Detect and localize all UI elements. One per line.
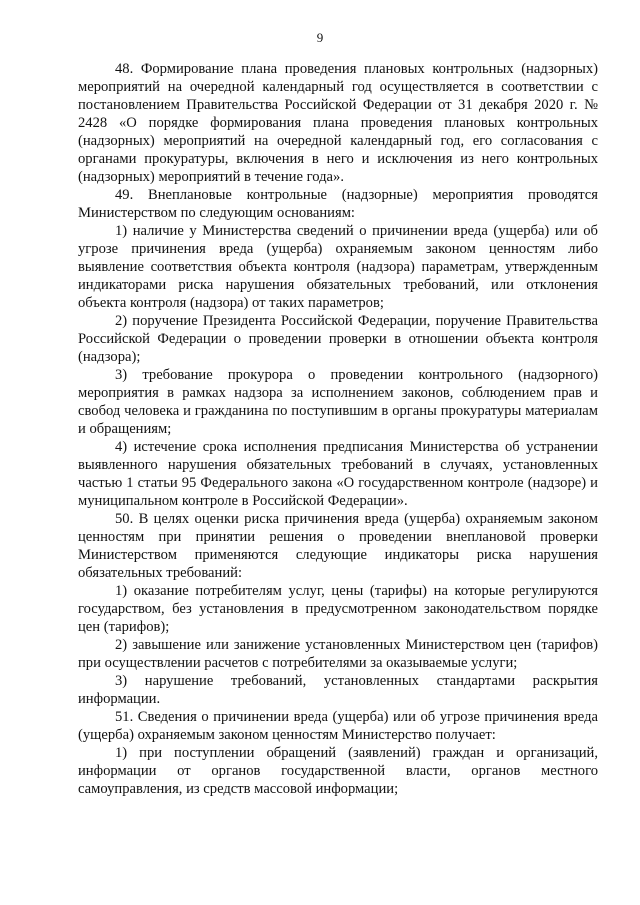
paragraph-51-item-1: 1) при поступлении обращений (заявлений) граждан и организаций, информации от органов государственной власти, органов местного самоуправления, из средств массовой информации; (78, 745, 598, 797)
paragraph-49-item-1: 1) наличие у Министерства сведений о причинении вреда (ущерба) или об угрозе причинения вреда (ущерба) охраняемым законом ценностям либо выявление соответствия объекта контроля (надзора) параметрам, утвержденным индикаторами риска нарушения обязательных требований, или отклонения объекта контроля (надзора) от таких параметров; (78, 223, 598, 311)
paragraph-48: 48. Формирование плана проведения плановых контрольных (надзорных) мероприятий на очередной календарный год осуществляется в соответствии с постановлением Правительства Российской Федерации от 31 декабря 2020 г. № 2428 «О порядке формирования плана проведения плановых контрольных (надзорных) мероприятий на очередной календарный год, его согласования с органами прокуратуры, включения в него и исключения из него контрольных (надзорных) мероприятий в течение года». (78, 61, 598, 185)
document-body (78, 60, 598, 798)
paragraph-49-item-3: 3) требование прокурора о проведении контрольного (надзорного) мероприятия в рамках надзора за исполнением законов, соблюдением прав и свобод человека и гражданина по поступившим в органы прокуратуры материалам и обращениям; (78, 367, 598, 437)
paragraph-50-item-2: 2) завышение или занижение установленных Министерством цен (тарифов) при осуществлении расчетов с потребителями за оказываемые услуги; (78, 637, 598, 671)
paragraph-49-item-4: 4) истечение срока исполнения предписания Министерства об устранении выявленного нарушения обязательных требований в случаях, установленных частью 1 статьи 95 Федерального закона «О государственном контроле (надзоре) и муниципальном контроле в Российской Федерации». (78, 439, 598, 509)
page-number: 9 (316, 30, 324, 45)
paragraph-50: 50. В целях оценки риска причинения вреда (ущерба) охраняемым законом ценностям при принятии решения о проведении внеплановой проверки Министерством применяются следующие индикаторы риска нарушения обязательных требований: (78, 511, 598, 581)
paragraph-49-item-2: 2) поручение Президента Российской Федерации, поручение Правительства Российской Федерации о проведении проверки в отношении объекта контроля (надзора); (78, 313, 598, 365)
paragraph-51: 51. Сведения о причинении вреда (ущерба) или об угрозе причинения вреда (ущерба) охраняемым законом ценностям Министерство получает: (78, 709, 598, 743)
paragraph-49: 49. Внеплановые контрольные (надзорные) мероприятия проводятся Министерством по следующим основаниям: (78, 187, 598, 221)
paragraph-50-item-1: 1) оказание потребителям услуг, цены (тарифы) на которые регулируются государством, без установления в предусмотренном законодательством порядке цен (тарифов); (78, 583, 598, 635)
paragraph-50-item-3: 3) нарушение требований, установленных стандартами раскрытия информации. (78, 673, 598, 707)
